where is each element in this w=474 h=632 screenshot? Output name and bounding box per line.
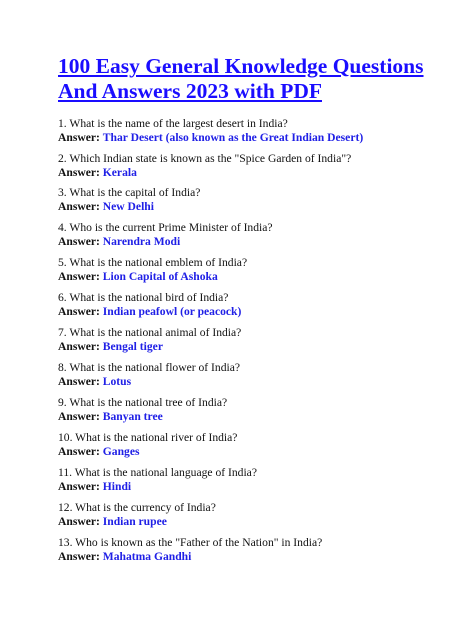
answer-label: Answer: xyxy=(58,166,100,179)
answer-label: Answer: xyxy=(58,480,100,493)
question-text: 2. Which Indian state is known as the "Spice Garden of India"? xyxy=(58,152,352,165)
answer-label: Answer: xyxy=(58,410,100,423)
question-text: 7. What is the national animal of India? xyxy=(58,326,242,339)
question-text: 4. Who is the current Prime Minister of India? xyxy=(58,221,273,234)
answer-label: Answer: xyxy=(58,375,100,388)
answer-text: Bengal tiger xyxy=(102,340,163,353)
question-text: 10. What is the national river of India? xyxy=(58,431,238,444)
qa-item-9 xyxy=(58,396,458,424)
qa-item-2 xyxy=(58,152,458,180)
answer-text: Thar Desert (also known as the Great Indian Desert) xyxy=(102,131,364,144)
answer-text: Indian rupee xyxy=(102,515,167,528)
question-text: 8. What is the national flower of India? xyxy=(58,361,241,374)
answer-line xyxy=(58,445,458,459)
answer-text: Lion Capital of Ashoka xyxy=(102,270,218,283)
question-text: 3. What is the capital of India? xyxy=(58,186,201,199)
answer-text: Banyan tree xyxy=(102,410,163,423)
answer-line xyxy=(58,550,458,564)
page-title-line-1: 100 Easy General Knowledge Questions xyxy=(58,54,424,78)
qa-item-5 xyxy=(58,256,458,284)
answer-line xyxy=(58,515,458,529)
answer-line xyxy=(58,340,458,354)
answer-line xyxy=(58,131,458,145)
qa-item-1 xyxy=(58,117,458,145)
answer-line xyxy=(58,200,458,214)
qa-item-4 xyxy=(58,221,458,249)
answer-text: Narendra Modi xyxy=(102,235,181,248)
answer-text: Indian peafowl (or peacock) xyxy=(102,305,242,318)
answer-label: Answer: xyxy=(58,515,100,528)
question-text: 1. What is the name of the largest desert in India? xyxy=(58,117,288,130)
answer-text: Ganges xyxy=(102,445,140,458)
answer-label: Answer: xyxy=(58,550,100,563)
page-title-line-2: And Answers 2023 with PDF xyxy=(58,79,322,103)
question-text: 12. What is the currency of India? xyxy=(58,501,216,514)
answer-text: New Delhi xyxy=(102,200,154,213)
answer-line xyxy=(58,305,458,319)
question-text: 11. What is the national language of India? xyxy=(58,466,257,479)
answer-label: Answer: xyxy=(58,200,100,213)
question-text: 5. What is the national emblem of India? xyxy=(58,256,248,269)
answer-text: Lotus xyxy=(102,375,132,388)
question-text: 13. Who is known as the "Father of the Nation" in India? xyxy=(58,536,323,549)
answer-line xyxy=(58,166,458,180)
answer-line xyxy=(58,270,458,284)
qa-item-3 xyxy=(58,186,458,214)
answer-label: Answer: xyxy=(58,305,100,318)
qa-item-13 xyxy=(58,536,458,564)
qa-item-11 xyxy=(58,466,458,494)
answer-label: Answer: xyxy=(58,235,100,248)
qa-item-7 xyxy=(58,326,458,354)
answer-line xyxy=(58,375,458,389)
question-text: 6. What is the national bird of India? xyxy=(58,291,229,304)
answer-label: Answer: xyxy=(58,270,100,283)
qa-item-8 xyxy=(58,361,458,389)
qa-item-10 xyxy=(58,431,458,459)
qa-item-12 xyxy=(58,501,458,529)
answer-label: Answer: xyxy=(58,131,100,144)
answer-text: Mahatma Gandhi xyxy=(102,550,192,563)
answer-label: Answer: xyxy=(58,340,100,353)
question-text: 9. What is the national tree of India? xyxy=(58,396,228,409)
page-title xyxy=(58,54,438,104)
answer-label: Answer: xyxy=(58,445,100,458)
answer-line xyxy=(58,235,458,249)
answer-text: Kerala xyxy=(102,166,137,179)
answer-line xyxy=(58,480,458,494)
answer-text: Hindi xyxy=(102,480,132,493)
answer-line xyxy=(58,410,458,424)
qa-item-6 xyxy=(58,291,458,319)
